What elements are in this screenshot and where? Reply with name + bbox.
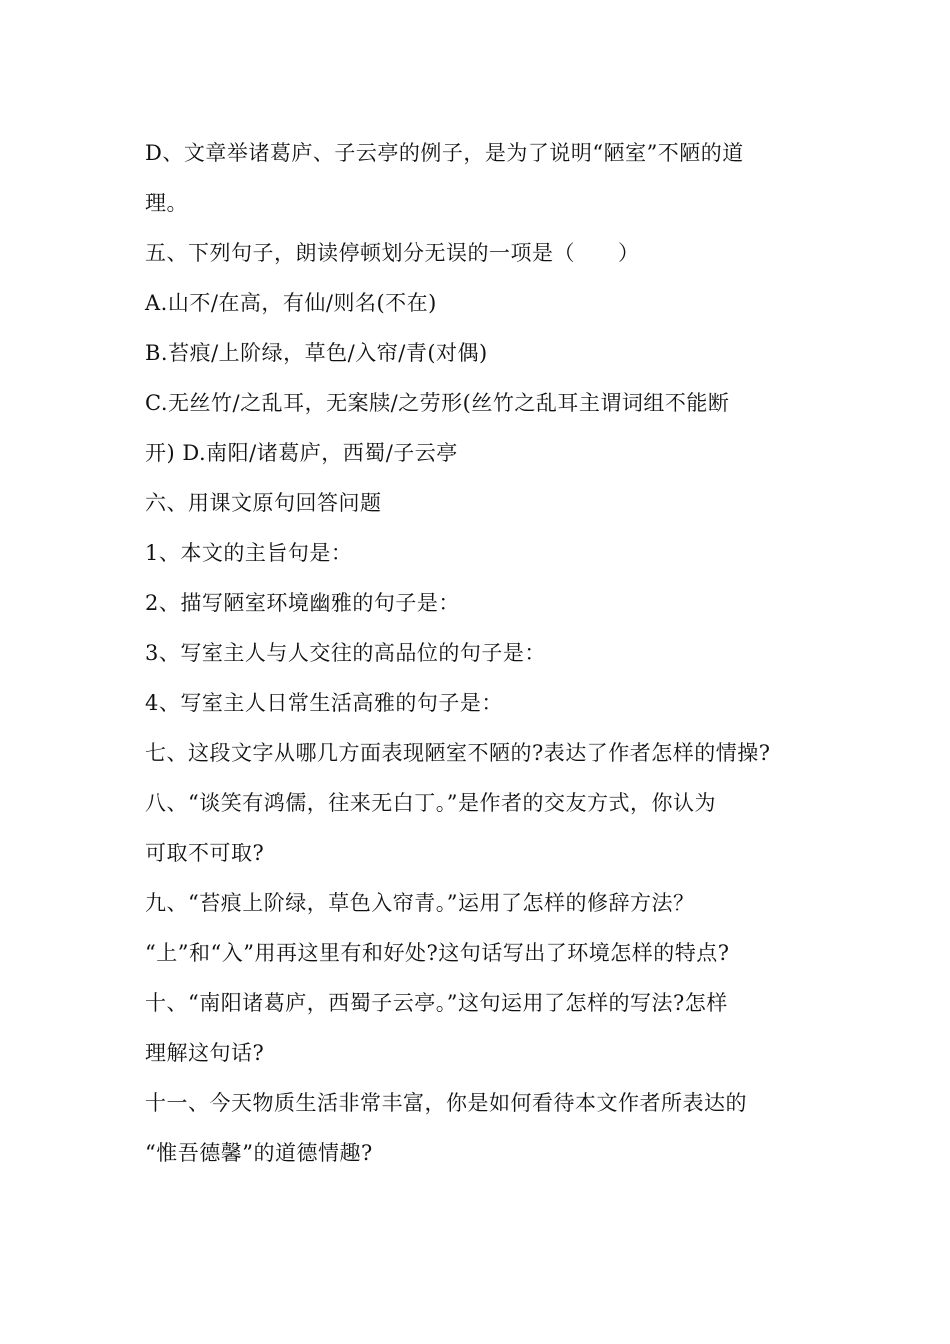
text-line-option-d-cont: 理。 <box>145 191 188 215</box>
question-6-heading: 六、用课文原句回答问题 <box>145 491 382 515</box>
question-5-option-c: C.无丝竹/之乱耳，无案牍/之劳形(丝竹之乱耳主谓词组不能断 <box>145 391 730 415</box>
question-5-heading: 五、下列句子，朗读停顿划分无误的一项是（ ） <box>145 241 640 265</box>
question-5-option-a: A.山不/在高，有仙/则名(不在) <box>145 291 437 315</box>
question-7: 七、这段文字从哪几方面表现陋室不陋的?表达了作者怎样的情操? <box>145 741 771 765</box>
question-6-item-3: 3、写室主人与人交往的高品位的句子是： <box>145 641 546 665</box>
question-5-option-c-d: 开) D.南阳/诸葛庐，西蜀/子云亭 <box>145 441 458 465</box>
question-6-item-1: 1、本文的主旨句是： <box>145 541 353 565</box>
question-11-cont: “惟吾德馨”的道德情趣? <box>145 1141 373 1165</box>
question-10: 十、“南阳诸葛庐，西蜀子云亭。”这句运用了怎样的写法?怎样 <box>145 991 728 1015</box>
text-line-option-d: D、文章举诸葛庐、子云亭的例子，是为了说明“陋室”不陋的道 <box>145 141 744 165</box>
question-8-cont: 可取不可取? <box>145 841 265 865</box>
question-6-item-2: 2、描写陋室环境幽雅的句子是： <box>145 591 460 615</box>
question-11: 十一、今天物质生活非常丰富，你是如何看待本文作者所表达的 <box>145 1091 747 1115</box>
question-6-item-4: 4、写室主人日常生活高雅的句子是： <box>145 691 503 715</box>
question-8: 八、“谈笑有鸿儒，往来无白丁。”是作者的交友方式，你认为 <box>145 791 716 815</box>
question-5-option-b: B.苔痕/上阶绿，草色/入帘/青(对偶) <box>145 341 488 365</box>
document-page <box>145 128 805 1178</box>
question-9-cont: “上”和“入”用再这里有和好处?这句话写出了环境怎样的特点? <box>145 941 730 965</box>
question-10-cont: 理解这句话? <box>145 1041 265 1065</box>
question-9: 九、“苔痕上阶绿，草色入帘青。”运用了怎样的修辞方法？ <box>145 891 695 915</box>
